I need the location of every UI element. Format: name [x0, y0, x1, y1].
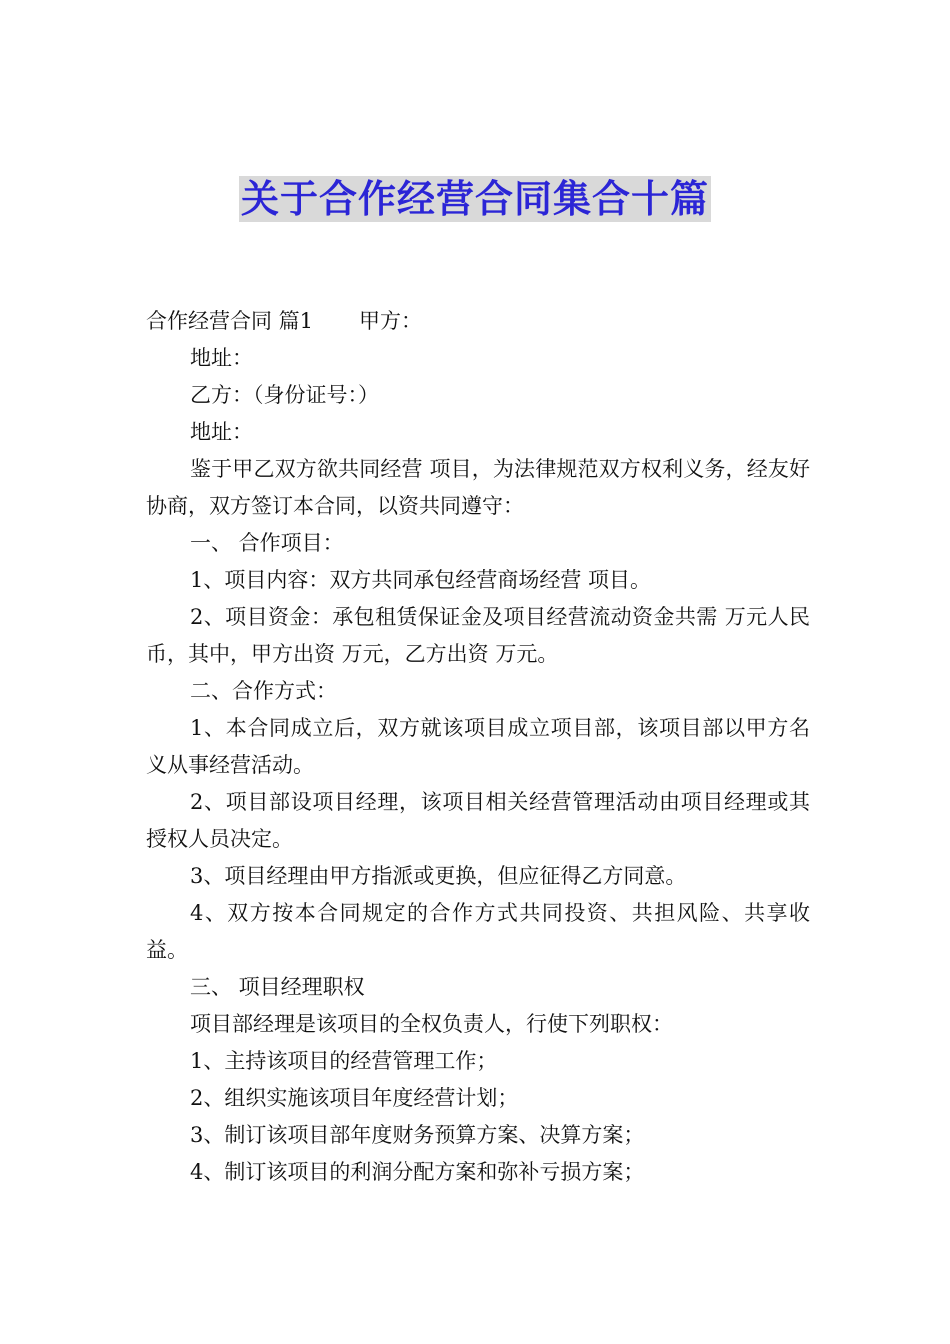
paragraph: 1、本合同成立后，双方就该项目成立项目部，该项目部以甲方名义从事经营活动。 — [146, 716, 810, 777]
document-title: 关于合作经营合同集合十篇 — [240, 177, 709, 221]
paragraph: 项目部经理是该项目的全权负责人，行使下列职权： — [190, 1012, 673, 1036]
contract-heading — [146, 303, 810, 340]
paragraph: 地址： — [190, 346, 253, 370]
paragraph: 1、项目内容：双方共同承包经营商场经营 项目。 — [190, 568, 652, 592]
paragraph: 2、组织实施该项目年度经营计划； — [190, 1086, 519, 1110]
section-heading: 一、 合作项目： — [190, 531, 344, 555]
paragraph: 地址： — [190, 420, 253, 444]
section-heading: 二、合作方式： — [190, 679, 337, 703]
paragraph: 2、项目部设项目经理，该项目相关经营管理活动由项目经理或其授权人员决定。 — [146, 790, 810, 851]
contract-heading-label: 合作经营合同 篇1 — [146, 309, 314, 333]
paragraph: 4、双方按本合同规定的合作方式共同投资、共担风险、共享收益。 — [146, 901, 810, 962]
paragraph: 2、项目资金：承包租赁保证金及项目经营流动资金共需 万元人民币，其中，甲方出资 万元，乙方出资 万元。 — [146, 605, 810, 666]
section-heading: 三、 项目经理职权 — [190, 975, 365, 999]
paragraph: 4、制订该项目的利润分配方案和弥补亏损方案； — [190, 1160, 645, 1184]
paragraph: 鉴于甲乙双方欲共同经营 项目，为法律规范双方权利义务，经友好协商，双方签订本合同，以资共同遵守： — [146, 457, 810, 518]
paragraph: 3、项目经理由甲方指派或更换，但应征得乙方同意。 — [190, 864, 687, 888]
paragraph: 乙方：（身份证号：） — [190, 383, 379, 407]
title-container — [0, 176, 950, 222]
party-a-label: 甲方： — [359, 309, 423, 333]
document-body — [146, 303, 810, 1191]
paragraph: 3、制订该项目部年度财务预算方案、决算方案； — [190, 1123, 645, 1147]
paragraph: 1、主持该项目的经营管理工作； — [190, 1049, 498, 1073]
